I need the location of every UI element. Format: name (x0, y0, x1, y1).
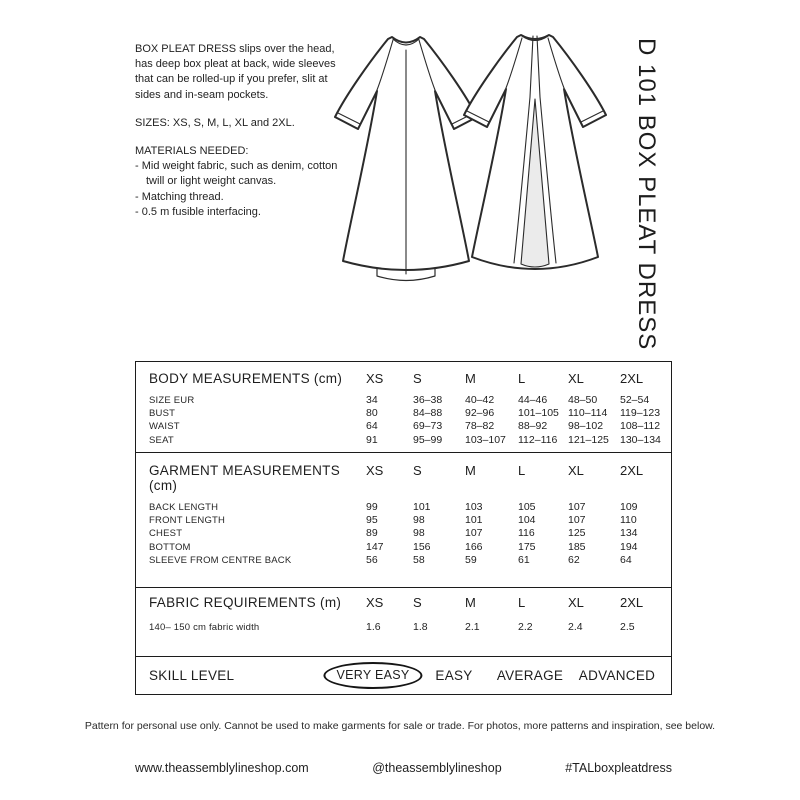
table-row: FRONT LENGTH 95 98 101 104 107 110 (149, 514, 637, 527)
size-column-header: XL (568, 463, 584, 478)
body-measurements-section (136, 362, 671, 452)
section-title: FABRIC REQUIREMENTS (m) (149, 595, 342, 610)
size-column-header: S (413, 463, 422, 478)
sizes-line: SIZES: XS, S, M, L, XL and 2XL. (135, 116, 295, 129)
skill-option-average: AVERAGE (496, 668, 564, 683)
material-item: - 0.5 m fusible interfacing. (135, 205, 261, 218)
size-column-header: 2XL (620, 463, 644, 478)
materials-list (135, 159, 350, 220)
skill-level-section (136, 656, 671, 693)
table-row: WAIST 64 69–73 78–82 88–92 98–102 108–112 (149, 420, 661, 433)
table-row: BACK LENGTH 99 101 103 105 107 109 (149, 501, 638, 513)
size-column-header: M (465, 463, 476, 478)
size-column-header: 2XL (620, 371, 644, 386)
size-column-header: XS (366, 371, 384, 386)
size-column-header: L (518, 595, 526, 610)
garment-measurements-section (136, 452, 671, 587)
measurements-table (135, 361, 672, 695)
size-column-header: 2XL (620, 595, 644, 610)
instagram-handle: @theassemblylineshop (372, 761, 502, 775)
skill-option-easy: EASY (435, 668, 473, 683)
size-column-header: L (518, 463, 526, 478)
table-row: BUST 80 84–88 92–96 101–105 110–114 119–123 (149, 407, 661, 420)
table-row: SIZE EUR 34 36–38 40–42 44–46 48–50 52–54 (149, 394, 650, 406)
website-url: www.theassemblylineshop.com (135, 761, 309, 775)
materials-title: MATERIALS NEEDED: (135, 145, 249, 158)
table-row: 140– 150 cm fabric width 1.6 1.8 2.1 2.2 2.4 2.5 (149, 621, 635, 633)
skill-level-title: SKILL LEVEL (149, 668, 235, 683)
skill-option-advanced: ADVANCED (578, 668, 656, 683)
pattern-title-vertical: D 101 BOX PLEAT DRESS (633, 38, 660, 351)
material-item: - Matching thread. (135, 190, 224, 203)
fabric-requirements-section (136, 587, 671, 656)
footer-links (135, 761, 672, 775)
skill-option-very-easy-selected (323, 657, 422, 694)
table-row: CHEST 89 98 107 116 125 134 (149, 527, 638, 540)
size-column-header: M (465, 371, 476, 386)
size-column-header: S (413, 371, 422, 386)
intro-block (135, 42, 350, 220)
size-column-header: XL (568, 595, 584, 610)
dress-back-technical-drawing (459, 27, 611, 291)
size-column-header: S (413, 595, 422, 610)
section-title: BODY MEASUREMENTS (cm) (149, 371, 343, 386)
size-column-header: XS (366, 595, 384, 610)
size-column-header: M (465, 595, 476, 610)
hashtag: #TALboxpleatdress (565, 761, 672, 775)
size-column-header: L (518, 371, 526, 386)
table-row: BOTTOM 147 156 166 175 185 194 (149, 540, 638, 553)
size-column-header: XL (568, 371, 584, 386)
table-row: SEAT 91 95–99 103–107 112–116 121–125 130–134 (149, 433, 661, 446)
selection-ellipse: VERY EASY (323, 662, 422, 689)
size-column-header: XS (366, 463, 384, 478)
usage-disclaimer: Pattern for personal use only. Cannot be used to make garments for sale or trade. For photos, more patterns and inspiration, see below. (84, 719, 716, 732)
material-item: - Mid weight fabric, such as denim, cotton twill or light weight canvas. (135, 160, 338, 188)
table-row: SLEEVE FROM CENTRE BACK 56 58 59 61 62 64 (149, 553, 632, 566)
section-title: GARMENT MEASUREMENTS (cm) (149, 463, 341, 493)
description-paragraph: BOX PLEAT DRESS slips over the head, has deep box pleat at back, wide sleeves that can be rolled-up if you prefer, slit at sides and in-seam pockets. (135, 43, 336, 101)
